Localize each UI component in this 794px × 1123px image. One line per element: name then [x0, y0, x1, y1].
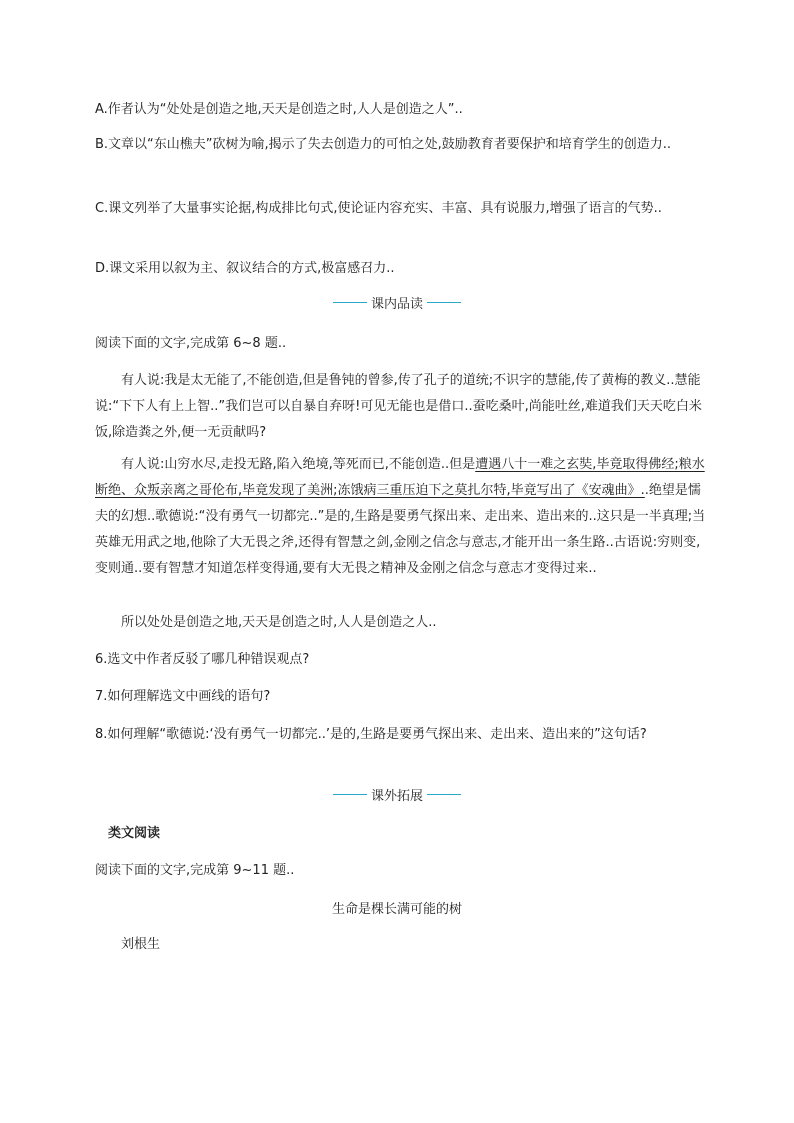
option-a: A.作者认为“处处是创造之地,天天是创造之时,人人是创造之人”..	[95, 102, 463, 117]
paragraph-2-rest: .绝望是懦夫的幻想..歌德说:“没有勇气一切都完..”是的,生路是要勇气探出来、走出来、造出来的..这只是一半真理;当英雄无用武之地,他除了大无畏之斧,还得有智慧之剑,金刚之信念与意志,才能开出一条生路..古语说:穷则变,变则通..要有智慧才知道怎样变得通,要有大无畏之精神及金刚之信念与意志才变得过来..	[95, 483, 706, 576]
section-title: 课内品读	[370, 297, 423, 312]
passage-paragraph-2	[95, 452, 710, 582]
passage-paragraph-3: 所以处处是创造之地,天天是创造之时,人人是创造之人..	[121, 615, 437, 630]
question-6: 6.选文中作者反驳了哪几种错误观点?	[95, 652, 310, 667]
option-d: D.课文采用以叙为主、叙议结合的方式,极富感召力..	[95, 261, 395, 276]
question-8: 8.如何理解“歌德说:‘没有勇气一切都完..’是的,生路是要勇气探出来、走出来、造出来的”这句话?	[95, 727, 647, 742]
option-c: C.课文列举了大量事实论据,构成排比句式,使论证内容充实、丰富、具有说服力,增强了语言的气势..	[95, 201, 662, 216]
heading-rule-left	[333, 302, 367, 303]
underlined-sentence: 遭遇八十一难之玄奘,毕竟取得佛经;粮水断绝、众叛亲离之哥伦布,毕竟发现了美洲;冻饿病三重压迫下之莫扎尔特,毕竟写出了《安魂曲》.	[95, 457, 705, 498]
option-b: B.文章以“东山樵夫”砍树为喻,揭示了失去创造力的可怕之处,鼓励教育者要保护和培育学生的创造力..	[95, 137, 672, 152]
paragraph-2-intro: 有人说:山穷水尽,走投无路,陷入绝境,等死而已,不能创造..但是	[121, 457, 476, 472]
heading-rule-right	[427, 302, 461, 303]
section-heading-extension	[0, 785, 794, 804]
heading-rule-right	[427, 794, 461, 795]
subheading: 类文阅读	[108, 826, 161, 841]
instruction-1: 阅读下面的文字,完成第 6~8 题..	[95, 336, 287, 351]
article-title: 生命是棵长满可能的树	[331, 902, 462, 917]
question-7: 7.如何理解选文中画线的语句?	[95, 689, 271, 704]
section-heading-in-class	[0, 293, 794, 312]
section-title: 课外拓展	[370, 789, 423, 804]
instruction-2: 阅读下面的文字,完成第 9~11 题..	[95, 863, 295, 878]
article-author: 刘根生	[121, 937, 161, 952]
passage-paragraph-1: 有人说:我是太无能了,不能创造,但是鲁钝的曾参,传了孔子的道统;不识字的慧能,传了黄梅的教义..慧能说:“下下人有上上智..”我们岂可以自暴自弃呀!可见无能也是借口..蚕吃桑叶,尚能吐丝,难道我们天天吃白米饭,除造粪之外,便一无贡献吗?	[95, 373, 702, 440]
heading-rule-left	[333, 794, 367, 795]
